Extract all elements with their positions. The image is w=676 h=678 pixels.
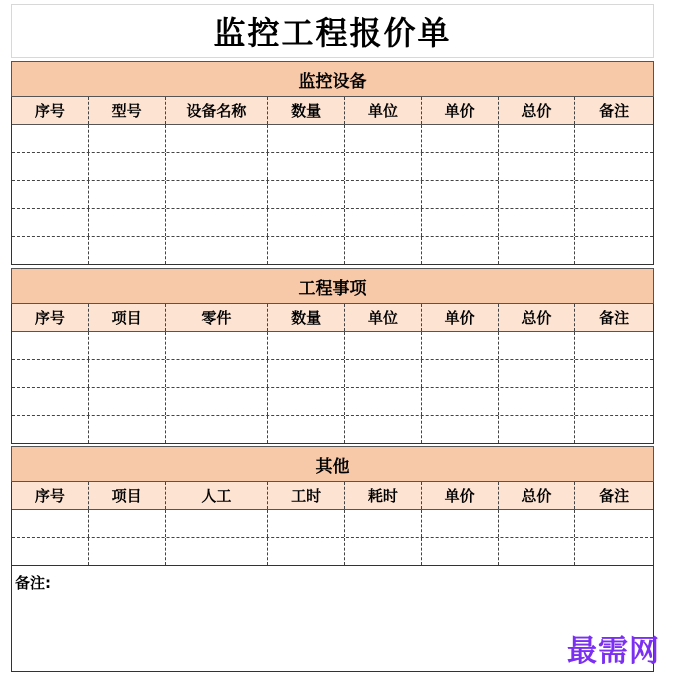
column-header: 型号	[89, 97, 166, 124]
table-cell[interactable]	[89, 388, 166, 415]
table-cell[interactable]	[422, 416, 499, 443]
column-header: 序号	[12, 97, 89, 124]
table-cell[interactable]	[166, 209, 269, 236]
table-cell[interactable]	[268, 181, 345, 208]
table-cell[interactable]	[422, 538, 499, 565]
table-cell[interactable]	[422, 181, 499, 208]
other-table	[11, 482, 654, 566]
table-cell[interactable]	[89, 209, 166, 236]
table-row	[12, 181, 653, 209]
table-cell[interactable]	[345, 153, 422, 180]
column-header: 总价	[499, 97, 576, 124]
equipment-header-row	[12, 97, 653, 125]
table-cell[interactable]	[268, 332, 345, 359]
table-cell[interactable]	[575, 237, 653, 264]
title-box	[11, 4, 654, 58]
table-cell[interactable]	[499, 388, 576, 415]
column-header: 总价	[499, 304, 576, 331]
table-cell[interactable]	[12, 416, 89, 443]
table-cell[interactable]	[166, 181, 269, 208]
table-cell[interactable]	[575, 332, 653, 359]
table-cell[interactable]	[89, 510, 166, 537]
column-header: 备注	[599, 487, 630, 505]
table-cell[interactable]	[345, 181, 422, 208]
table-cell[interactable]	[12, 360, 89, 387]
table-cell[interactable]	[268, 237, 345, 264]
table-row	[12, 125, 653, 153]
table-cell[interactable]	[575, 538, 653, 565]
engineering-header-row	[12, 304, 653, 332]
notes-label: 备注:	[15, 574, 51, 592]
table-cell[interactable]	[345, 510, 422, 537]
column-header: 工时	[268, 482, 345, 509]
column-header: 备注	[599, 309, 630, 327]
table-cell[interactable]	[499, 332, 576, 359]
table-cell[interactable]	[499, 360, 576, 387]
table-cell[interactable]	[422, 510, 499, 537]
column-header: 序号	[12, 304, 89, 331]
table-cell[interactable]	[345, 125, 422, 152]
watermark-logo: 最需网	[567, 634, 660, 669]
table-cell[interactable]	[12, 125, 89, 152]
table-cell[interactable]	[166, 237, 269, 264]
table-cell[interactable]	[166, 332, 269, 359]
table-cell[interactable]	[345, 388, 422, 415]
table-cell[interactable]	[12, 181, 89, 208]
column-header: 序号	[12, 482, 89, 509]
table-cell[interactable]	[422, 153, 499, 180]
table-cell[interactable]	[345, 538, 422, 565]
table-cell[interactable]	[499, 237, 576, 264]
column-header: 单价	[422, 482, 499, 509]
table-cell[interactable]	[268, 209, 345, 236]
table-cell[interactable]	[268, 538, 345, 565]
table-cell[interactable]	[575, 416, 653, 443]
table-row	[12, 538, 653, 566]
table-cell[interactable]	[12, 153, 89, 180]
table-row	[12, 360, 653, 388]
column-header: 人工	[166, 482, 269, 509]
table-cell[interactable]	[499, 209, 576, 236]
table-row	[12, 388, 653, 416]
table-cell[interactable]	[575, 181, 653, 208]
page-title: 监控工程报价单	[213, 14, 452, 52]
table-cell[interactable]	[575, 388, 653, 415]
table-cell[interactable]	[422, 388, 499, 415]
table-row	[12, 209, 653, 237]
table-cell[interactable]	[575, 360, 653, 387]
notes-box[interactable]	[11, 566, 654, 672]
column-header: 数量	[268, 97, 345, 124]
table-cell[interactable]	[499, 538, 576, 565]
table-cell[interactable]	[345, 332, 422, 359]
table-cell[interactable]	[499, 416, 576, 443]
section-other-title: 其他	[11, 446, 654, 482]
table-cell[interactable]	[166, 153, 269, 180]
table-cell[interactable]	[166, 360, 269, 387]
table-cell[interactable]	[12, 332, 89, 359]
quotation-sheet	[11, 4, 654, 672]
table-cell[interactable]	[166, 416, 269, 443]
table-cell[interactable]	[89, 237, 166, 264]
table-cell[interactable]	[89, 538, 166, 565]
column-header: 单位	[345, 304, 422, 331]
other-header-row	[12, 482, 653, 510]
table-cell[interactable]	[575, 510, 653, 537]
table-row	[12, 332, 653, 360]
column-header: 备注	[599, 102, 630, 120]
table-row	[12, 416, 653, 444]
table-cell[interactable]	[499, 125, 576, 152]
table-cell[interactable]	[345, 237, 422, 264]
table-cell[interactable]	[89, 332, 166, 359]
table-cell[interactable]	[166, 125, 269, 152]
table-cell[interactable]	[575, 153, 653, 180]
table-cell[interactable]	[499, 510, 576, 537]
table-cell[interactable]	[268, 153, 345, 180]
table-cell[interactable]	[89, 416, 166, 443]
table-cell[interactable]	[575, 125, 653, 152]
column-header: 项目	[89, 304, 166, 331]
table-cell[interactable]	[422, 209, 499, 236]
table-row	[12, 510, 653, 538]
table-cell[interactable]	[12, 237, 89, 264]
table-cell[interactable]	[422, 360, 499, 387]
table-cell[interactable]	[268, 125, 345, 152]
table-cell[interactable]	[422, 332, 499, 359]
table-cell[interactable]	[345, 209, 422, 236]
engineering-table	[11, 304, 654, 444]
table-row	[12, 153, 653, 181]
section-equipment-title: 监控设备	[11, 61, 654, 97]
table-cell[interactable]	[12, 538, 89, 565]
table-cell[interactable]	[575, 209, 653, 236]
table-cell[interactable]	[422, 125, 499, 152]
column-header: 项目	[89, 482, 166, 509]
column-header: 零件	[166, 304, 269, 331]
table-cell[interactable]	[89, 181, 166, 208]
table-cell[interactable]	[12, 388, 89, 415]
table-cell[interactable]	[268, 388, 345, 415]
table-cell[interactable]	[345, 416, 422, 443]
table-cell[interactable]	[89, 153, 166, 180]
table-cell[interactable]	[499, 181, 576, 208]
table-cell[interactable]	[166, 388, 269, 415]
table-cell[interactable]	[89, 360, 166, 387]
column-header: 耗时	[345, 482, 422, 509]
table-cell[interactable]	[166, 538, 269, 565]
table-cell[interactable]	[268, 510, 345, 537]
column-header: 单位	[345, 97, 422, 124]
column-header: 设备名称	[166, 97, 269, 124]
table-cell[interactable]	[12, 510, 89, 537]
table-cell[interactable]	[12, 209, 89, 236]
table-row	[12, 237, 653, 265]
section-engineering-title: 工程事项	[11, 268, 654, 304]
table-cell[interactable]	[166, 510, 269, 537]
column-header: 数量	[268, 304, 345, 331]
column-header: 总价	[499, 482, 576, 509]
column-header: 单价	[422, 97, 499, 124]
table-cell[interactable]	[422, 237, 499, 264]
table-cell[interactable]	[89, 125, 166, 152]
table-cell[interactable]	[345, 360, 422, 387]
table-cell[interactable]	[499, 153, 576, 180]
table-cell[interactable]	[268, 360, 345, 387]
equipment-table	[11, 97, 654, 265]
column-header: 单价	[422, 304, 499, 331]
table-cell[interactable]	[268, 416, 345, 443]
